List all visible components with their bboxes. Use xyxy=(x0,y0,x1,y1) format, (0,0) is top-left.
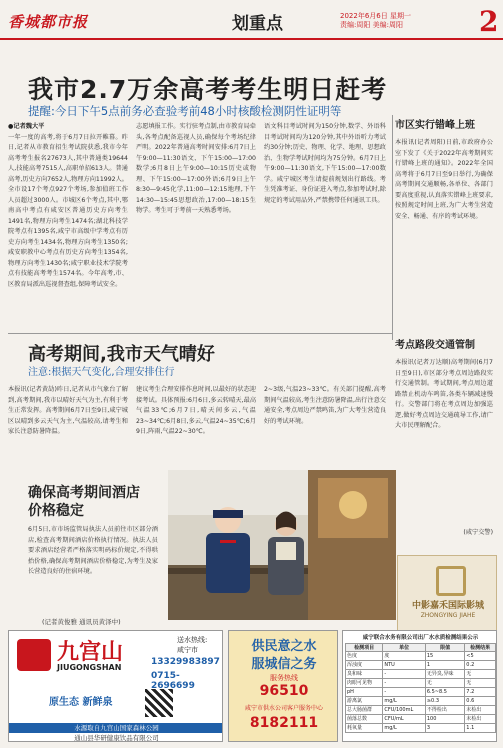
table-cell: 0.2 xyxy=(465,661,496,670)
table-cell: 未检出 xyxy=(465,706,496,715)
water-table-title: 咸宁联合水务有限公司出厂水水质检测结果公示 xyxy=(362,635,479,641)
water-supply-ad xyxy=(228,630,338,742)
sidebar-body: 本报讯(记者周阳)日前,市政府办公室下发了《关于2022年高考期间实行错峰上班的通知》。2022年全国高考将于6月7日至9日举行,为确保高考期间交通顺畅,各单位、各部门要高度重视,认真落实错峰上班要求,按照规定时间上班,为广大考生营造安全、畅通、有序的考试环境。 xyxy=(395,139,493,220)
table-header-cell: 检测项目 xyxy=(346,644,383,652)
hotel-body: 6月5日,市市场监管局执法人员前往市区部分酒店,检查高考期间酒店价格执行情况。执法人员要求酒店经营者严格落实明码标价规定,不得哄抬价格,确保高考期间酒店价格稳定,为考生及家长营造良好的住宿环境。 xyxy=(28,526,158,575)
table-cell: 无异臭,异味 xyxy=(425,670,464,679)
table-row xyxy=(346,688,496,697)
table-cell: 色度 xyxy=(346,652,383,661)
sidebar-traffic-body: 本报讯(记者万达顺)高考期间(6月7日至9日),市区部分考点周边路段实行交通管制。考试期间,考点周边道路禁止机动车鸣笛,各类车辆减速慢行。交警部门将在考点周边加强巡逻,做好考点周边交通疏导工作,请广大市民理解配合。 xyxy=(395,359,493,429)
table-cell: 浑浊度 xyxy=(346,661,383,670)
water-phone-1: 13329983897 xyxy=(151,657,220,667)
water-table-header-row xyxy=(346,644,496,652)
hotel-headline: 确保高考期间酒店价格稳定 xyxy=(28,485,140,519)
table-row xyxy=(346,661,496,670)
sidebar-title: 市区实行错峰上班 xyxy=(395,120,475,131)
table-cell: - xyxy=(383,670,426,679)
weather-headline: 高考期间,我市天气晴好 xyxy=(28,344,215,365)
table-cell: - xyxy=(383,688,426,697)
table-cell: mg/L xyxy=(383,724,426,733)
table-cell: 无 xyxy=(465,670,496,679)
weather-column-1: 本报讯(记者黄劼)昨日,记者从市气象台了解到,高考期间,我市以晴好天气为主,有利于考生正常发挥。高考期间6月7日至9日,咸宁城区以晴到多云天气为主,气温较高,请考生和家长注意防暑降温。 xyxy=(8,386,128,435)
table-cell: 无 xyxy=(465,679,496,688)
supply-contact-label: 服务热线 xyxy=(270,674,298,682)
table-row xyxy=(346,724,496,733)
table-header-cell: 单位 xyxy=(383,644,426,652)
hotline-label: 送水热线: xyxy=(177,636,208,644)
table-cell: 臭和味 xyxy=(346,670,383,679)
water-ad xyxy=(8,630,223,742)
dateline xyxy=(340,12,411,30)
page-number: 2 xyxy=(479,5,499,38)
water-footer-slogan: 水源取自九宫山国家森林公园 xyxy=(9,723,223,733)
lead-headline: 我市2.7万余高考考生明日赶考 xyxy=(28,75,388,104)
lead-column-1 xyxy=(8,122,128,337)
table-row xyxy=(346,706,496,715)
table-cell: CFU/mL xyxy=(383,715,426,724)
sidebar-traffic xyxy=(395,340,497,555)
supply-note: 咸宁市供水公司客户服务中心 xyxy=(244,705,323,712)
lead-column-3 xyxy=(264,122,386,337)
table-cell: 度 xyxy=(383,652,426,661)
cinema-brand: 中影嘉禾国际影城 xyxy=(411,601,484,611)
table-cell: 菌落总数 xyxy=(346,715,383,724)
hotline-city: 咸宁市 xyxy=(177,646,198,654)
table-row xyxy=(346,679,496,688)
table-row xyxy=(346,715,496,724)
sidebar-traffic-title: 考点路段交通管制 xyxy=(395,340,475,351)
lead-column-2 xyxy=(136,122,256,337)
lead-body-2: 志愿填报工作。实行驻考点制,由市教育局牵头,各考点配备巡视人员,确保每个考场纪律严明。2022年普通高考时间安排:6月7日上午9:00—11:30语文、下午15:00—17:00数学;6月8日上午9:00—10:15历史或物理、下午15:00—17:00外语;6月9日上午8:30—9:45化学,11:00—12:15地理,下午14:30—15:45思想政治,17:00—18:15生物学。考生可于考前一天熟悉考场。 xyxy=(136,123,256,214)
table-row xyxy=(346,652,496,661)
table-cell: 耗氧量 xyxy=(346,724,383,733)
table-cell: 15 xyxy=(425,652,464,661)
table-cell: 总大肠菌群 xyxy=(346,706,383,715)
column-divider xyxy=(392,115,393,340)
table-cell: 7.2 xyxy=(465,688,496,697)
section-divider xyxy=(8,333,393,334)
cinema-brand-en: ZHONGYING JIAHE xyxy=(420,612,476,619)
hotel-photo-caption: (记者黄俊雅 通讯员黄泽中) xyxy=(42,618,121,626)
water-brand-cn: 九宫山 xyxy=(57,639,124,665)
weather-column-3: 2~3级,气温23~33℃。有关部门提醒,高考期间气温较高,考生注意防暑降温,出行注意交通安全,考点周边严禁鸣笛,为广大考生营造良好的考试环境。 xyxy=(264,386,386,425)
lead-byline: ●记者魏大平 xyxy=(8,123,45,130)
table-cell: pH xyxy=(346,688,383,697)
weather-column-2: 建议考生合理安排作息时间,以最好的状态迎接考试。具体预报:6月6日,多云转晴天,最高气温33℃;6月7日,晴天间多云,气温23~34℃;6月8日,多云,气温24~35℃;6月9日,阵雨,气温22~30℃。 xyxy=(136,386,256,435)
table-cell: 游离氯 xyxy=(346,697,383,706)
table-header-cell: 限值 xyxy=(425,644,464,652)
lead-body-3: 语文科目考试时间为150分钟,数学、外语科目考试时间均为120分钟,其中外语听力考试约30分钟;历史、物理、化学、地理、思想政治、生物学考试时间均为75分钟。6月7日上午9:00—11:30语文,下午15:00—17:00数学。咸宁城区考生请提前规划出行路线。考生凭准考证、身份证进入考点,参加考试时,除规定的考试用品外,严禁携带任何通讯工具。 xyxy=(264,123,386,204)
supply-phone-2: 8182111 xyxy=(249,715,319,731)
supply-title: 供民意之水 xyxy=(251,639,317,654)
qr-code-icon xyxy=(145,689,173,717)
cinema-logo-icon xyxy=(436,566,466,596)
inspection-photo xyxy=(168,470,396,620)
water-phone-2: 0715-2696699 xyxy=(151,671,195,691)
water-footer-company: 通山县华研健康饮品有限公司 xyxy=(74,734,159,742)
table-cell: <5 xyxy=(465,652,496,661)
table-cell: 1 xyxy=(425,661,464,670)
table-cell: 肉眼可见物 xyxy=(346,679,383,688)
table-row xyxy=(346,697,496,706)
table-row xyxy=(346,670,496,679)
newspaper-masthead: 香城都市报 xyxy=(8,13,89,31)
table-cell: 6.5~8.5 xyxy=(425,688,464,697)
table-cell: NTU xyxy=(383,661,426,670)
table-cell: 无 xyxy=(425,679,464,688)
table-cell: mg/L xyxy=(383,697,426,706)
lead-subhead: 提醒:今日下午5点前务必查验考前48小时核酸检测阴性证明等 xyxy=(28,104,342,118)
weather-subhead: 注意:根据天气变化,合理安排住行 xyxy=(28,367,175,378)
date-text: 2022年6月6日 星期一 xyxy=(340,12,411,20)
table-cell: - xyxy=(383,679,426,688)
sidebar-staggered-hours xyxy=(395,120,497,320)
table-cell: 100 xyxy=(425,715,464,724)
table-cell: 1.1 xyxy=(465,724,496,733)
supply-sub: 服城信之务 xyxy=(251,657,317,672)
table-cell: 不得检出 xyxy=(425,706,464,715)
supply-phone-1: 96510 xyxy=(259,683,309,699)
header-divider xyxy=(0,38,503,40)
table-cell: 未检出 xyxy=(465,715,496,724)
photo-illustration xyxy=(168,470,396,620)
water-quality-table-ad xyxy=(342,630,497,742)
water-table-body xyxy=(346,652,496,733)
water-brand-en: JIUGONGSHAN xyxy=(57,663,122,672)
lead-body-1: 一年一度的高考,将于6月7日拉开帷幕。昨日,记者从市教育招生考试院获悉,我市今年高考考生报名27673人,其中普通类19644人,技能高考7515人,高职单招613人。普通高考,历史方向7652人,物理方向11992人。全市设17个考点927个考场,参加值班工作人员超过3000人。市城区6个考点,其中,鄂南高中考点有咸安区普通历史方向考生1491名,物理方向考生1474名;湖北科技学院考点有1395名,咸宁市高级中学考点有历史方向考生1434名,物理方向考生1350名;咸安职教中心考点有历史方向考生1354名,物理方向考生1430名;咸宁职业技术学院考点有技能高考考生1574名。今年高考,市、区教育局派出巡视督查组,保障考试安全。 xyxy=(8,133,128,288)
table-cell: ≥0.3 xyxy=(425,697,464,706)
section-title: 划重点 xyxy=(232,14,283,34)
cinema-ad xyxy=(397,555,497,635)
table-cell: 3 xyxy=(425,724,464,733)
editor-text: 责编:周阳 美编:周阳 xyxy=(340,21,403,29)
table-header-cell: 检测结果 xyxy=(465,644,496,652)
table-cell: 0.6 xyxy=(465,697,496,706)
table-cell: CFU/100mL xyxy=(383,706,426,715)
water-slogan: 原生态 新鲜泉 xyxy=(49,697,113,708)
water-quality-table xyxy=(345,643,496,733)
sidebar-traffic-footer: (咸宁交警) xyxy=(463,529,493,536)
mountain-logo-icon xyxy=(17,639,51,671)
